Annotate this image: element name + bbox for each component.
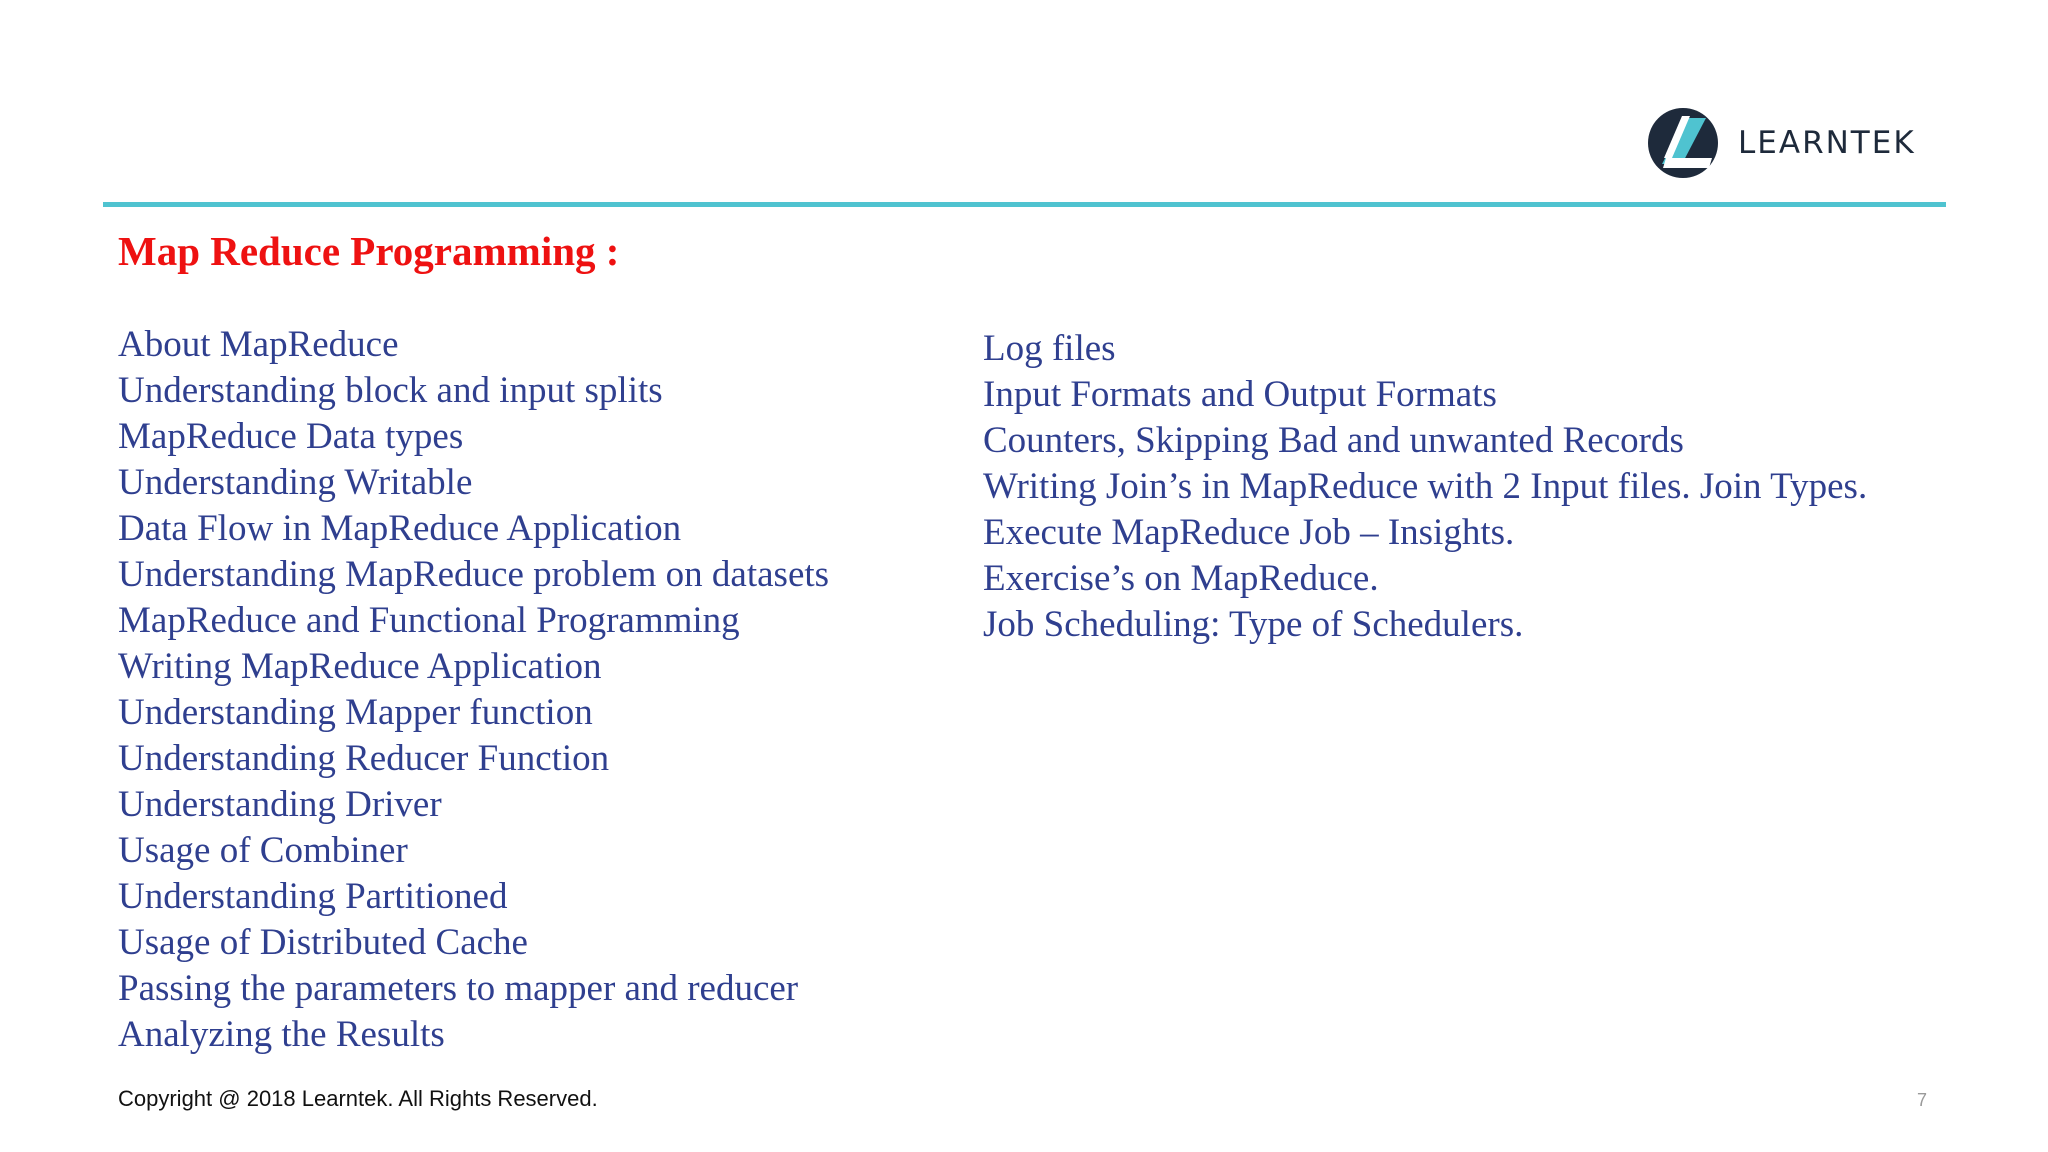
topic-item: Writing MapReduce Application xyxy=(118,646,602,687)
topic-item: Input Formats and Output Formats xyxy=(983,374,1497,415)
learntek-logo-icon xyxy=(1646,106,1720,180)
topic-item: Understanding Mapper function xyxy=(118,692,593,733)
topic-item: Passing the parameters to mapper and reducer xyxy=(118,968,799,1009)
topic-item: Understanding Writable xyxy=(118,462,473,503)
topic-item: Understanding Reducer Function xyxy=(118,738,610,779)
topics-list-right xyxy=(983,326,1867,648)
topic-item: MapReduce and Functional Programming xyxy=(118,600,740,641)
header-divider xyxy=(103,202,1946,207)
topic-item: Understanding Partitioned xyxy=(118,876,508,917)
topic-item: Usage of Distributed Cache xyxy=(118,922,528,963)
page-number: 7 xyxy=(1916,1090,1927,1110)
topic-item: Writing Join’s in MapReduce with 2 Input files. Join Types. xyxy=(983,466,1868,507)
topic-item: Log files xyxy=(983,328,1116,369)
topic-item: Execute MapReduce Job – Insights. xyxy=(983,512,1515,553)
topic-item: Understanding Driver xyxy=(118,784,442,825)
topic-item: About MapReduce xyxy=(118,324,399,365)
slide-title: Map Reduce Programming : xyxy=(118,228,620,274)
topic-item: Understanding MapReduce problem on datasets xyxy=(118,554,830,595)
logo-text: LEARNTEK xyxy=(1738,125,1916,161)
topic-item: Understanding block and input splits xyxy=(118,370,663,411)
topic-item: Job Scheduling: Type of Schedulers. xyxy=(983,604,1524,645)
topic-item: MapReduce Data types xyxy=(118,416,464,457)
topic-item: Counters, Skipping Bad and unwanted Records xyxy=(983,420,1684,461)
topic-item: Data Flow in MapReduce Application xyxy=(118,508,682,549)
learntek-logo xyxy=(1646,105,1916,181)
topics-list-left xyxy=(118,322,829,1058)
topic-item: Analyzing the Results xyxy=(118,1014,445,1055)
topic-item: Exercise’s on MapReduce. xyxy=(983,558,1379,599)
copyright-footer: Copyright @ 2018 Learntek. All Rights Reserved. xyxy=(118,1086,598,1111)
topic-item: Usage of Combiner xyxy=(118,830,408,871)
